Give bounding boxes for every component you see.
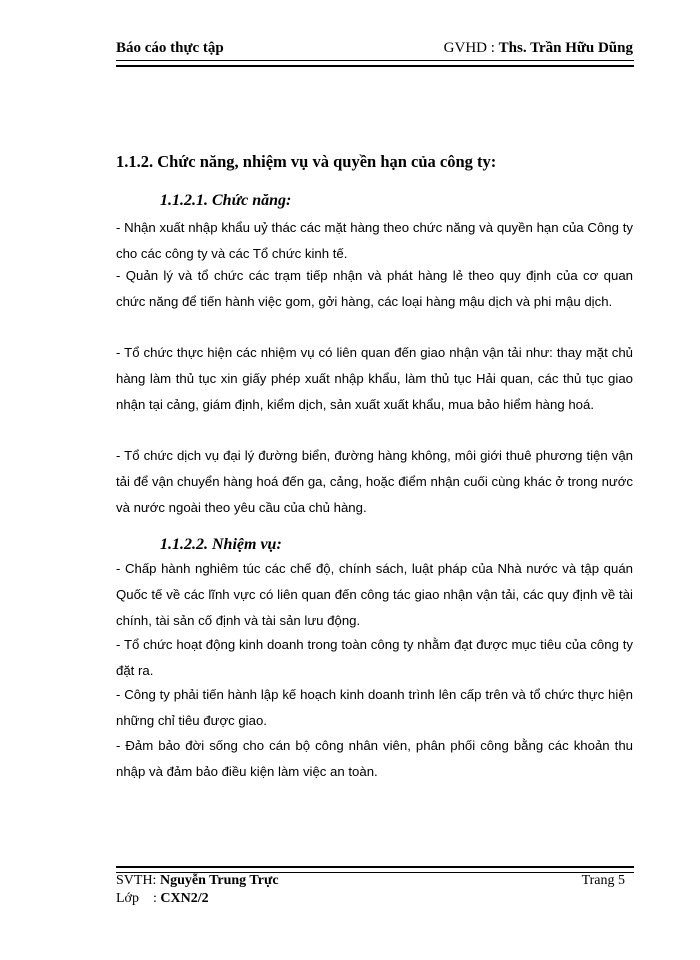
paragraph-function-1: - Nhận xuất nhập khẩu uỷ thác các mặt hàng theo chức năng và quyền hạn của Công ty cho các công ty và các Tổ chức kinh tế. xyxy=(116,220,633,261)
footer-student-label: SVTH: xyxy=(116,873,160,888)
header-rule xyxy=(116,60,634,67)
paragraph-duty-4: - Đảm bảo đời sống cho cán bộ công nhân viên, phân phối công bằng các khoản thu nhập và đảm bảo điều kiện làm việc an toàn. xyxy=(116,738,633,779)
paragraph-duty-1: - Chấp hành nghiêm túc các chế độ, chính sách, luật pháp của Nhà nước và tập quán Quốc tế về các lĩnh vực có liên quan đến công tác giao nhận vận tải, các quy định về tài chính, tài sản cố định và tài sản lưu động. xyxy=(116,561,633,628)
page-footer xyxy=(116,872,633,908)
page-number: Trang 5 xyxy=(581,873,625,888)
footer-student-name: Nguyễn Trung Trực xyxy=(159,873,279,888)
paragraph-duty-2: - Tổ chức hoạt động kinh doanh trong toàn công ty nhằm đạt được mục tiêu của công ty đặt ra. xyxy=(116,637,633,678)
footer-class-row xyxy=(116,890,633,908)
paragraph-function-4: - Tổ chức dịch vụ đại lý đường biển, đường hàng không, môi giới thuê phương tiện vận tải để vận chuyển hàng hoá đến ga, cảng, hoặc điểm nhận cuối cùng khác ở trong nước và nước ngoài theo yêu cầu của chủ hàng. xyxy=(116,448,633,515)
paragraph-function-2: - Quản lý và tổ chức các trạm tiếp nhận và phát hàng lẻ theo quy định của cơ quan chức năng để tiến hành việc gom, gởi hàng, các loại hàng mậu dịch và phi mậu dịch. xyxy=(116,268,633,309)
footer-class-label: Lớp : xyxy=(116,891,161,906)
header-supervisor-label: GVHD : xyxy=(443,40,499,56)
header-report-title: Báo cáo thực tập xyxy=(116,40,224,56)
section-title: 1.1.2. Chức năng, nhiệm vụ và quyền hạn của công ty: xyxy=(116,152,497,171)
footer-class-value: CXN2/2 xyxy=(160,891,209,906)
header-supervisor xyxy=(444,40,633,57)
subsection-title-duties: 1.1.2.2. Nhiệm vụ: xyxy=(160,536,282,553)
footer-student-row xyxy=(116,872,633,890)
subsection-title-functions: 1.1.2.1. Chức năng: xyxy=(160,192,292,209)
paragraph-function-3: - Tổ chức thực hiện các nhiệm vụ có liên quan đến giao nhận vận tải như: thay mặt chủ hàng làm thủ tục xin giấy phép xuất nhập khẩu, làm thủ tục Hải quan, các thủ tục giao nhận tại cảng, giám định, kiểm dịch, sản xuất xuất khẩu, mua bảo hiểm hàng hoá. xyxy=(116,345,633,412)
header-supervisor-name: Ths. Trần Hữu Dũng xyxy=(498,40,633,56)
paragraph-duty-3: - Công ty phải tiến hành lập kế hoạch kinh doanh trình lên cấp trên và tổ chức thực hiện những chỉ tiêu được giao. xyxy=(116,687,633,728)
page-header xyxy=(116,40,633,60)
